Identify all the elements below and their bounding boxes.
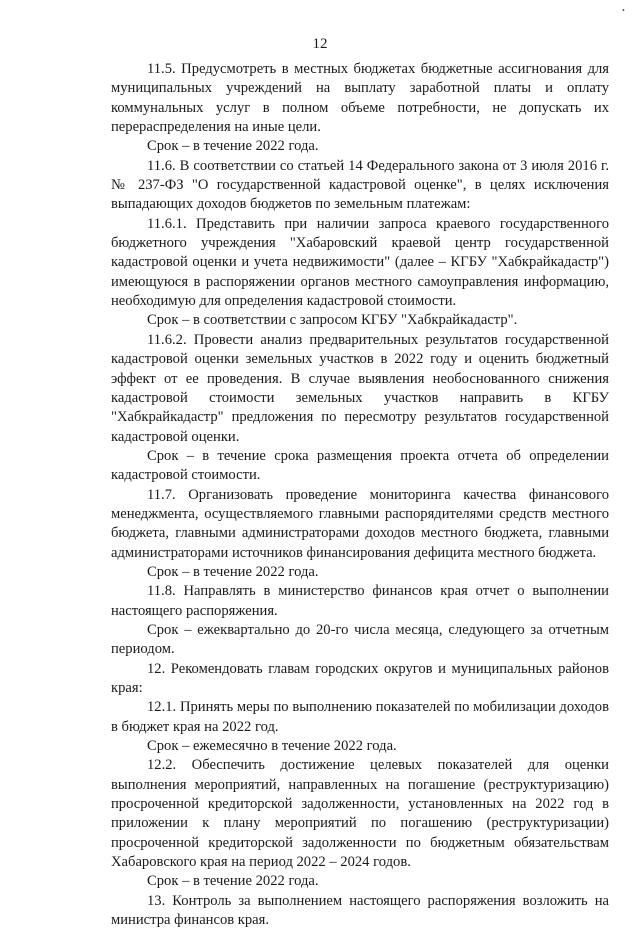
scan-mark: • (622, 6, 625, 15)
paragraph-11-6-1: 11.6.1. Представить при наличии запроса краевого государственного бюджетного учреждения "Хабаровский краевой центр государственной кадастровой оценки и учета недвижимости" (далее – КГБУ "Хабкрайкадастр") имеющуюся в распоряжении органов местного самоуправления информацию, необходимую для определения кадастровой стоимости. (111, 215, 609, 310)
paragraph-12: 12. Рекомендовать главам городских округов и муниципальных районов края: (111, 660, 609, 696)
paragraph-11-6-2: 11.6.2. Провести анализ предварительных результатов государственной кадастровой оценки земельных участков в 2022 году и оценить бюджетный эффект от ее проведения. В случае выявления необоснованного снижения кадастровой стоимости земельных участков направить в КГБУ "Хабкрайкадастр" предложения по пересмотру результатов государственной кадастровой оценки. (111, 331, 609, 445)
paragraph-11-8: 11.8. Направлять в министерство финансов края отчет о выполнении настоящего распоряжения. (111, 583, 609, 619)
deadline-11-8: Срок – ежеквартально до 20-го числа месяца, следующего за отчетным периодом. (111, 621, 609, 658)
paragraph-11-7: 11.7. Организовать проведение мониторинга качества финансового менеджмента, осуществляемого главными распорядителями средств местного бюджета, главными администраторами доходов местного бюджета, главными администраторами источников финансирования дефицита местного бюджета. (111, 486, 609, 561)
deadline-12-2: Срок – в течение 2022 года. (147, 873, 319, 890)
paragraph-11-5: 11.5. Предусмотреть в местных бюджетах бюджетные ассигнования для муниципальных учреждений на выплату заработной платы и оплату коммунальных услуг в полном объеме потребности, не допускать их перераспределения на иные цели. (111, 61, 609, 136)
paragraph-12-1: 12.1. Принять меры по выполнению показателей по мобилизации доходов в бюджет края на 2022 год. (111, 699, 609, 735)
deadline-11-6-2: Срок – в течение срока размещения проекта отчета об определении кадастровой стоимости. (111, 447, 609, 484)
deadline-11-5: Срок – в течение 2022 года. (147, 138, 319, 155)
page-number: 12 (312, 36, 328, 52)
paragraph-12-2: 12.2. Обеспечить достижение целевых показателей для оценки выполнения мероприятий, направленных на погашение (реструктуризацию) просроченной кредиторской задолженности, установленных на 2022 год в приложении к плану мероприятий по погашению (реструктуризации) просроченной кредиторской задолженности по бюджетным обязательствам Хабаровского края на период 2022 – 2024 годов. (111, 757, 609, 871)
paragraph-13: 13. Контроль за выполнением настоящего распоряжения возложить на министра финансов края. (111, 892, 609, 929)
deadline-11-6-1: Срок – в соответствии с запросом КГБУ "Хабкрайкадастр". (147, 312, 518, 329)
paragraph-11-6: 11.6. В соответствии со статьей 14 Федерального закона от 3 июля 2016 г. № 237-ФЗ "О государственной кадастровой оценке", в целях исключения выпадающих доходов бюджетов по земельным платежам: (111, 157, 609, 213)
deadline-11-7: Срок – в течение 2022 года. (147, 563, 319, 580)
document-body (111, 60, 609, 930)
deadline-12-1: Срок – ежемесячно в течение 2022 года. (147, 738, 397, 755)
